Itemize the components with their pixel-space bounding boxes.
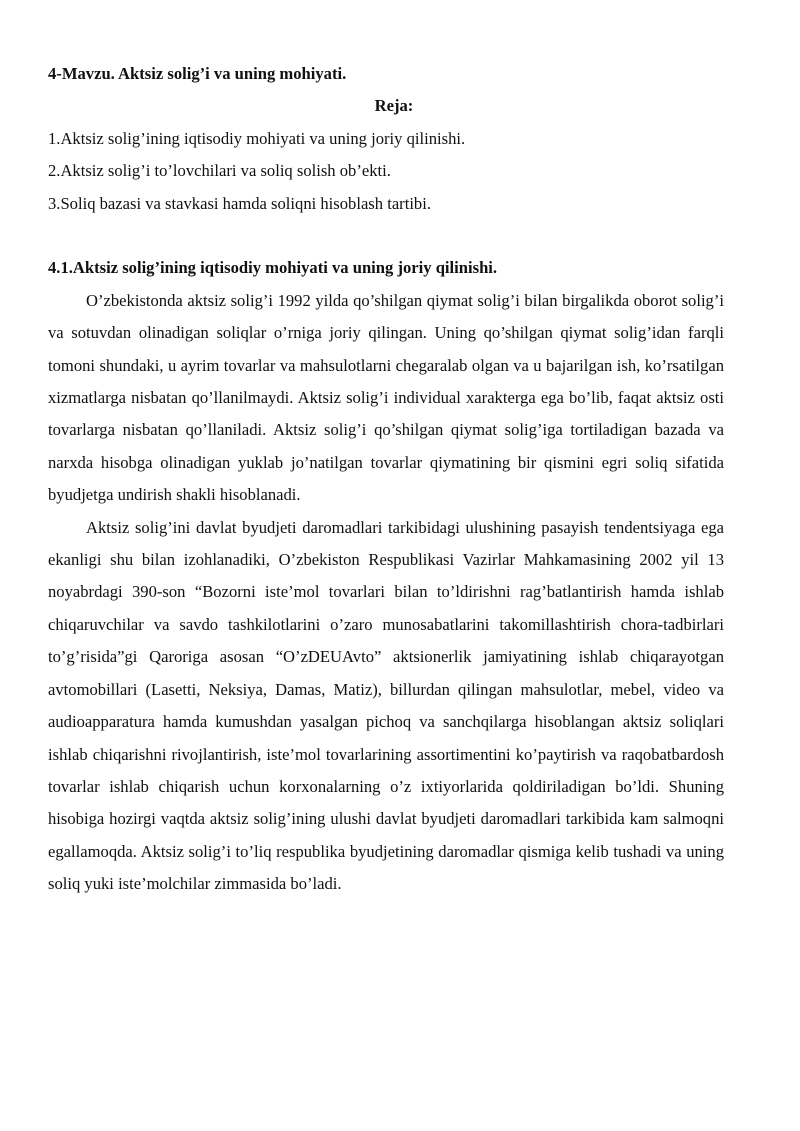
plan-item-1: 1.Aktsiz solig’ining iqtisodiy mohiyati va uning joriy qilinishi. — [48, 128, 466, 148]
paragraph-1: O’zbekistonda aktsiz solig’i 1992 yilda qo’shilgan qiymat solig’i bilan birgalikda oborot solig’i va sotuvdan olinadigan soliqlar o’rniga joriy qilingan. Uning qo’shilgan qiymat solig’idan farqli tomoni shundaki, u ayrim tovarlar va mahsulotlarni chegaralab olgan va u bajarilgan ish, ko’rsatilgan xizmatlarga nisbatan qo’llanilmaydi. Aktsiz solig’i individual xarakterga ega bo’lib, faqat aktsiz osti tovarlarga nisbatan qo’llaniladi. Aktsiz solig’i qo’shilgan qiymat solig’iga tortiladigan bazada va narxda hisobga olinadigan yuklab jo’natilgan tovarlar qiymatining bir qismini egri soliq sifatida byudjetga undirish shakli hisoblanadi. — [48, 290, 724, 505]
plan-item-3: 3.Soliq bazasi va stavkasi hamda soliqni hisoblash tartibi. — [48, 193, 431, 213]
document-page — [48, 58, 724, 901]
section-title: 4.1.Aktsiz solig’ining iqtisodiy mohiyati va uning joriy qilinishi. — [48, 258, 498, 278]
topic-title: 4-Mavzu. Aktsiz solig’i va uning mohiyati. — [48, 64, 347, 83]
plan-item-2: 2.Aktsiz solig’i to’lovchilari va soliq solish ob’ekti. — [48, 161, 391, 181]
plan-label: Reja: — [374, 96, 414, 116]
spacer — [48, 220, 724, 252]
paragraph-2: Aktsiz solig’ini davlat byudjeti daromadlari tarkibidagi ulushining pasayish tendentsiyaga ega ekanligi shu bilan izohlanadiki, O’zbekiston Respublikasi Vazirlar Mahkamasining 2002 yil 13 noyabrdagi 390-son “Bozorni iste’mol tovarlari bilan to’ldirishni rag’batlantirish hamda ishlab chiqaruvchilar va savdo tashkilotlarini o’zaro munosabatlarini takomillashtirish chora-tadbirlari to’g’risida”gi Qaroriga asosan “O’zDEUAvto” aktsionerlik jamiyatining ishlab chiqarayotgan avtomobillari (Lasetti, Neksiya, Damas, Matiz), billurdan qilingan mahsulotlar, mebel, video va audioapparatura hamda kumushdan yasalgan pichoq va sanchqilarga hisoblangan aktsiz soliqlari ishlab chiqarishni rivojlantirish, iste’mol tovarlarining assortimentini ko’paytirish va raqobatbardosh tovarlar ishlab chiqarish uchun korxonalarning o’z ixtiyorlarida qoldiriladigan bo’ldi. Shuning hisobiga hozirgi vaqtda aktsiz solig’ining ulushi davlat byudjeti daromadlari tarkibida kam salmoqni egallamoqda. Aktsiz solig’i to’liq respublika byudjetining daromadlar qismiga kelib tushadi va uning soliq yuki iste’molchilar zimmasida bo’ladi. — [48, 517, 724, 894]
